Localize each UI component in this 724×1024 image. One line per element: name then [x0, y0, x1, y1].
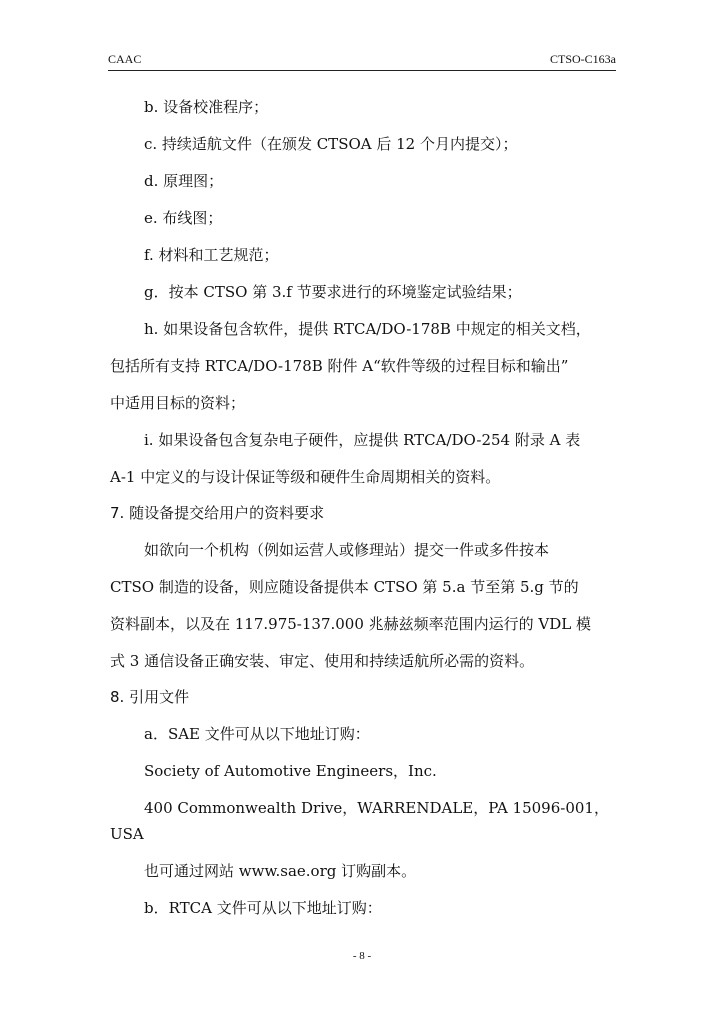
item-i-line2: A-1 中定义的与设计保证等级和硬件生命周期相关的资料。: [110, 468, 501, 486]
item-h-line3: 中适用目标的资料；: [110, 394, 246, 412]
section-8-body: [110, 721, 614, 921]
section-8-a-web: 也可通过网站 www.sae.org 订购副本。: [144, 862, 417, 880]
section-7-line3: 资料副本，以及在 117.975-137.000 兆赫兹频率范围内运行的 VDL 模: [110, 615, 592, 633]
header-right: CTSO-C163a: [550, 52, 616, 66]
section-7-heading: 7. 随设备提交给用户的资料要求: [110, 504, 325, 522]
item-h-line1: h. 如果设备包含软件，提供 RTCA/DO-178B 中规定的相关文档，: [144, 320, 591, 338]
section-7-body: [110, 537, 614, 674]
page-header: [108, 52, 616, 71]
page-number: - 8 -: [352, 950, 372, 962]
section-8-b-title: b．RTCA 文件可从以下地址订购：: [144, 899, 382, 917]
section-8-a-address: 400 Commonwealth Drive，WARRENDALE，PA 15096-001，USA: [110, 799, 609, 843]
item-d: d. 原理图；: [144, 172, 224, 190]
header-left: CAAC: [108, 52, 142, 66]
item-g: g．按本 CTSO 第 3.f 节要求进行的环境鉴定试验结果；: [144, 283, 522, 301]
item-h-line2: 包括所有支持 RTCA/DO-178B 附件 A“软件等级的过程目标和输出”: [110, 357, 569, 375]
page-content: [110, 94, 614, 921]
section-8-a-title: a．SAE 文件可从以下地址订购：: [144, 725, 370, 743]
section-8-heading: 8. 引用文件: [110, 688, 190, 706]
section-8-a-org: Society of Automotive Engineers，Inc.: [144, 762, 437, 780]
item-e: e. 布线图；: [144, 209, 223, 227]
item-b: b. 设备校准程序；: [144, 98, 269, 116]
section-7-line2: CTSO 制造的设备，则应随设备提供本 CTSO 第 5.a 节至第 5.g 节的: [110, 578, 579, 596]
item-h: [110, 316, 614, 416]
item-i-line1: i. 如果设备包含复杂电子硬件，应提供 RTCA/DO-254 附录 A 表: [144, 431, 581, 449]
item-f: f. 材料和工艺规范；: [144, 246, 279, 264]
item-i: [110, 427, 614, 490]
item-c: c. 持续适航文件（在颁发 CTSOA 后 12 个月内提交）；: [144, 135, 518, 153]
section-7-line4: 式 3 通信设备正确安装、审定、使用和持续适航所必需的资料。: [110, 652, 535, 670]
section-7-line1: 如欲向一个机构（例如运营人或修理站）提交一件或多件按本: [144, 541, 550, 559]
